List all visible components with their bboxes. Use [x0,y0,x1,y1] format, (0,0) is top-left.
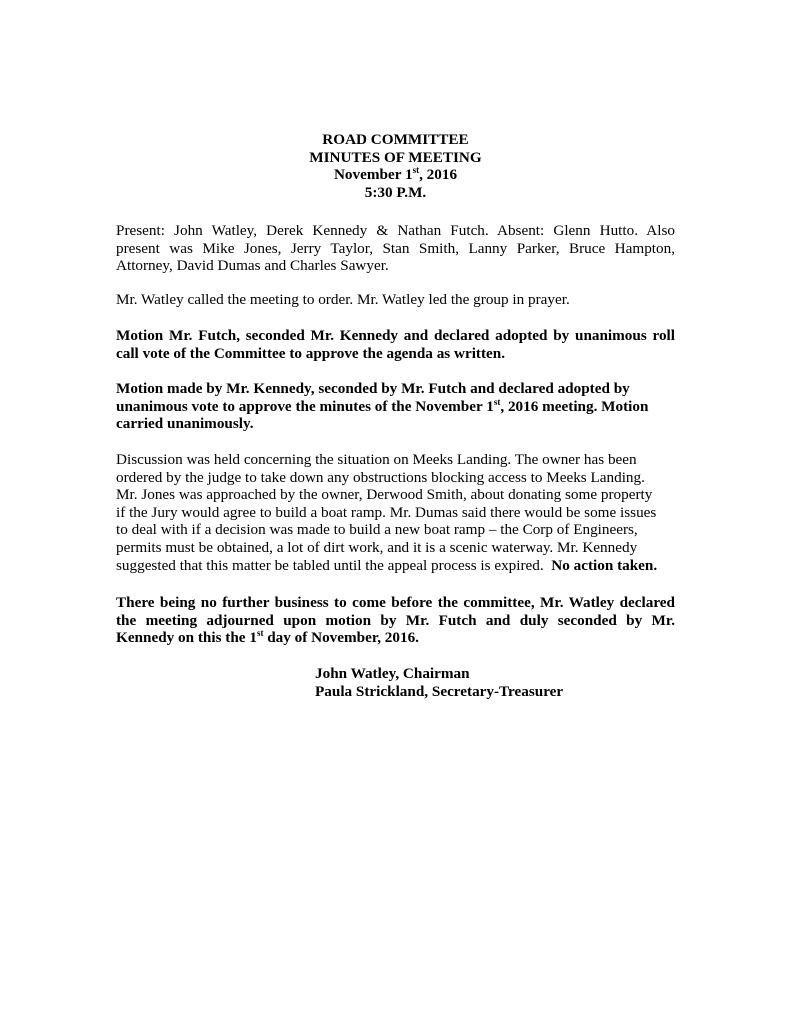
discussion-paragraph: Discussion was held concerning the situation on Meeks Landing. The owner has been ordered by the judge to take down any obstructions blocking access to Meeks Landing. Mr. Jones was approached by the owner, Derwood Smith, about donating some property if the Jury would agree to build a boat ramp. Mr. Dumas said there would be some issues to deal with if a decision was made to build a new boat ramp – the Corp of Engineers, permits must be obtained, a lot of dirt work, and it is a scenic waterway. Mr. Kennedy suggested that this matter be tabled until the appeal process is expired. No action taken. [116,451,658,574]
secretary-signature: Paula Strickland, Secretary-Treasurer [315,683,564,700]
signature-block [315,665,563,701]
chairman-signature: John Watley, Chairman [315,665,470,682]
call-to-order-paragraph: Mr. Watley called the meeting to order. Mr. Watley led the group in prayer. [116,291,570,308]
motion-agenda-paragraph: Motion Mr. Futch, seconded Mr. Kennedy and declared adopted by unanimous roll call vote of the Committee to approve the agenda as written. [116,327,675,362]
attendance-paragraph: Present: John Watley, Derek Kennedy & Nathan Futch. Absent: Glenn Hutto. Also present was Mike Jones, Jerry Taylor, Stan Smith, Lanny Parker, Bruce Hampton, Attorney, David Dumas and Charles Sawyer. [116,222,675,275]
adjournment-paragraph: There being no further business to come before the committee, Mr. Watley declared the meeting adjourned upon motion by Mr. Futch and duly seconded by Mr. Kennedy on this the 1st day of November, 2016. [116,594,675,647]
no-action-note: No action taken. [551,556,658,574]
meeting-time: 5:30 P.M. [364,183,427,201]
motion-minutes-paragraph: Motion made by Mr. Kennedy, seconded by Mr. Futch and declared adopted by unanimous vote to approve the minutes of the November 1st, 2016 meeting. Motion carried unanimously. [116,380,649,433]
meeting-date: November 1st, 2016 [333,165,458,183]
minutes-title: MINUTES OF MEETING [309,148,482,166]
committee-title: ROAD COMMITTEE [322,131,469,148]
document-header [0,131,791,201]
